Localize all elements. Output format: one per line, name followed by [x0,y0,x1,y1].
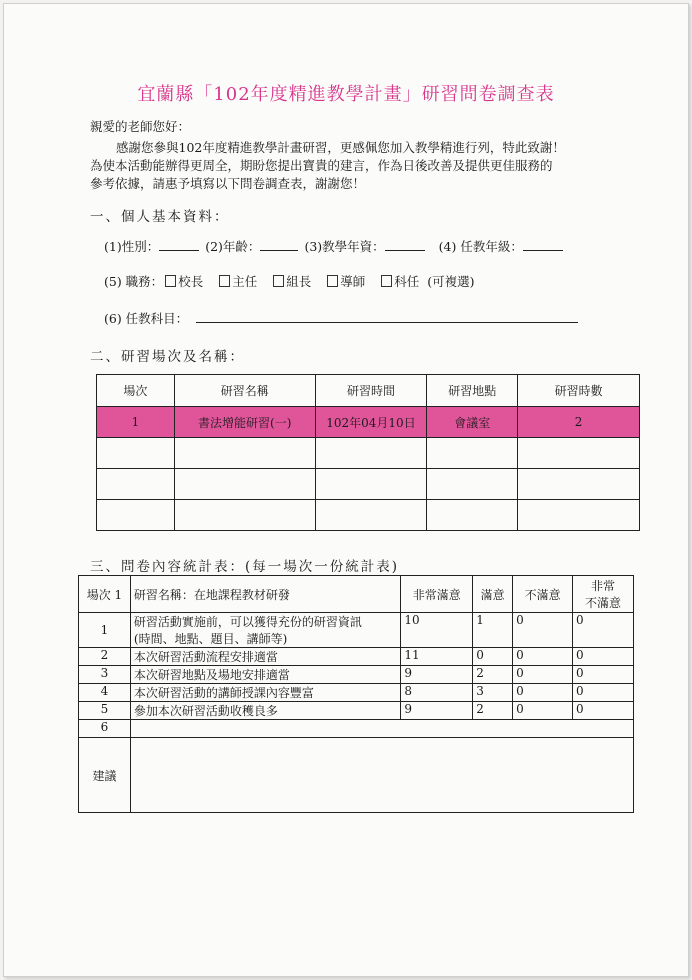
subject-row [104,309,584,327]
stats-row: 5 參加本次研習活動收穫良多 9 2 0 0 [79,702,634,720]
position-row [104,272,475,290]
stats-row: 1 研習活動實施前，可以獲得充份的研習資訊 (時間、地點、題目、講師等) 10 1 0 0 [79,613,634,648]
intro-line-2: 為使本活動能辦得更周全，期盼您提出寶貴的建言，作為日後改善及提供更佳服務的 [90,158,553,173]
position-label: (5) 職務： [104,274,164,289]
seniority-label: (3)教學年資： [304,239,385,254]
form-page [3,3,689,977]
header-course-place: 研習地點 [427,375,518,407]
position-director: 主任 [232,274,258,289]
intro-line-1: 感謝您參與102年度精進教學計畫研習，更感佩您加入教學精進行列，特此致謝！ [116,140,565,155]
question-text: 本次研習活動的講師授課內容豐富 [130,684,400,702]
cell-course-place: 會議室 [427,407,518,438]
form-title: 宜蘭縣「102年度精進教學計畫」研習問卷調查表 [137,84,555,105]
col-satisfied: 滿意 [473,576,513,613]
checkbox-principal[interactable] [165,275,176,287]
stats-row: 2 本次研習活動流程安排適當 11 0 0 0 [79,648,634,666]
age-field[interactable] [260,238,298,251]
checkbox-homeroom-teacher[interactable] [327,275,338,287]
position-section-chief: 組長 [286,274,312,289]
cell-course-hours: 2 [518,407,640,438]
header-course-time: 研習時間 [315,375,427,407]
col-very-satisfied: 非常滿意 [401,576,473,613]
grade-field[interactable] [523,238,563,251]
gender-field[interactable] [159,238,199,251]
suggestion-row [79,738,634,813]
stats-row: 6 [79,720,634,738]
grade-label: (4) 任教年級： [438,239,523,254]
stats-row: 3 本次研習地點及場地安排適當 9 2 0 0 [79,666,634,684]
section1-heading: 一、個人基本資料： [90,209,230,225]
checkbox-subject-teacher[interactable] [381,275,392,287]
col-unsatisfied: 不滿意 [513,576,573,613]
survey-stats-table [78,575,634,813]
question-text: 參加本次研習活動收穫良多 [130,702,400,720]
header-course-name: 研習名稱 [174,375,315,407]
cell-course-time: 102年04月10日 [315,407,427,438]
stats-header-row [79,576,634,613]
cell-course-name: 書法增能研習(一) [174,407,315,438]
suggestion-label: 建議 [79,738,131,813]
header-session: 場次 [97,375,175,407]
session-row-empty [97,500,640,531]
session-table-header [97,375,640,407]
question-text: 本次研習活動流程安排適當 [130,648,400,666]
multi-select-note: (可複選) [427,274,475,289]
subject-field[interactable] [196,310,578,323]
section2-heading: 二、研習場次及名稱： [90,349,245,365]
cell-session: 1 [97,407,175,438]
header-course-hours: 研習時數 [518,375,640,407]
section3-heading: 三、問卷內容統計表：(每一場次一份統計表) [90,559,400,575]
session-number-label: 場次 1 [79,576,131,613]
course-name-label: 研習名稱：在地課程教材研發 [130,576,400,613]
question-text: 研習活動實施前，可以獲得充份的研習資訊 (時間、地點、題目、講師等) [130,613,400,648]
checkbox-section-chief[interactable] [273,275,284,287]
session-table [96,374,640,531]
seniority-field[interactable] [385,238,425,251]
session-row-empty [97,469,640,500]
intro-line-3: 參考依據，請惠予填寫以下問卷調查表，謝謝您！ [90,176,366,191]
position-subject-teacher: 科任 [394,274,420,289]
suggestion-field[interactable] [130,738,633,813]
checkbox-director[interactable] [219,275,230,287]
session-row-empty [97,438,640,469]
position-homeroom-teacher: 導師 [340,274,366,289]
position-principal: 校長 [178,274,204,289]
session-row-highlighted [97,407,640,438]
question-text: 本次研習地點及場地安排適當 [130,666,400,684]
subject-label: (6) 任教科目： [104,311,189,326]
gender-label: (1)性別： [104,239,160,254]
greeting: 親愛的老師您好： [90,119,191,134]
age-label: (2)年齡： [205,239,261,254]
stats-row: 4 本次研習活動的講師授課內容豐富 8 3 0 0 [79,684,634,702]
basic-info-row-1 [104,237,569,255]
col-very-unsatisfied: 非常 不滿意 [573,576,634,613]
